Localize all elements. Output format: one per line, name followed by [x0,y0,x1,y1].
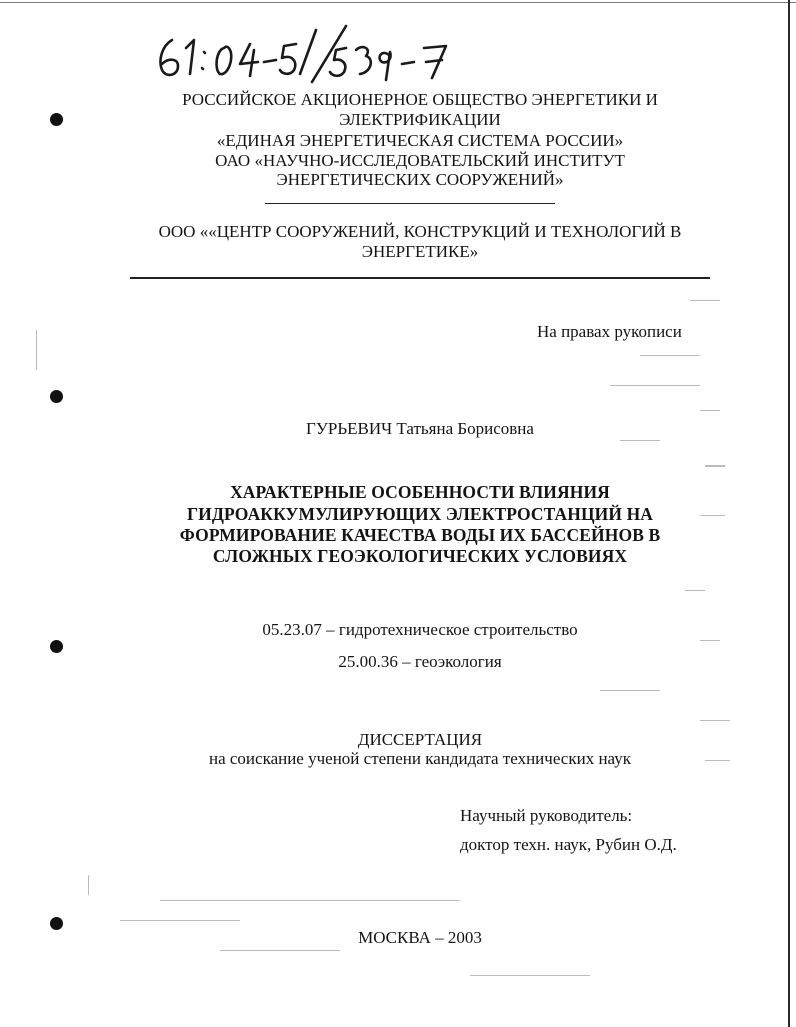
handwritten-archive-number [150,18,460,88]
binder-hole-icon [50,640,63,653]
supervisor-label: Научный руководитель: [460,806,633,825]
scan-edge-top [0,2,796,3]
specialty-1: 05.23.07 – гидротехническое строительство [262,620,578,639]
center-org-line-2: ЭНЕРГЕТИКЕ» [361,242,479,261]
title-line-1: ХАРАКТЕРНЫЕ ОСОБЕННОСТИ ВЛИЯНИЯ [230,482,610,502]
specialty-2: 25.00.36 – геоэкология [338,652,502,671]
scan-edge-right [788,0,790,1027]
org-line-1: РОССИЙСКОЕ АКЦИОНЕРНОЕ ОБЩЕСТВО ЭНЕРГЕТИКИ И [182,90,658,109]
divider-short [265,203,555,204]
title-line-3: ФОРМИРОВАНИЕ КАЧЕСТВА ВОДЫ ИХ БАССЕЙНОВ В [179,525,661,545]
city-year: МОСКВА – 2003 [358,928,482,947]
author-name: ГУРЬЕВИЧ Татьяна Борисовна [306,419,534,438]
title-line-2: ГИДРОАККУМУЛИРУЮЩИХ ЭЛЕКТРОСТАНЦИЙ НА [186,504,654,524]
binder-hole-icon [50,390,63,403]
binder-hole-icon [50,917,63,930]
center-org-line-1: ООО ««ЦЕНТР СООРУЖЕНИЙ, КОНСТРУКЦИЙ И ТЕХНОЛОГИЙ В [158,222,682,241]
supervisor-name: доктор техн. наук, Рубин О.Д. [460,835,677,854]
dissertation-subtitle: на соискание ученой степени кандидата технических наук [208,749,631,768]
title-line-4: СЛОЖНЫХ ГЕОЭКОЛОГИЧЕСКИХ УСЛОВИЯХ [212,546,628,566]
binder-hole-icon [50,113,63,126]
divider-long [130,277,710,279]
dissertation-heading: ДИССЕРТАЦИЯ [357,730,483,749]
org-line-3: «ЕДИНАЯ ЭНЕРГЕТИЧЕСКАЯ СИСТЕМА РОССИИ» [216,131,624,150]
org-line-5: ЭНЕРГЕТИЧЕСКИХ СООРУЖЕНИЙ» [276,170,564,189]
org-line-2: ЭЛЕКТРИФИКАЦИИ [339,110,501,129]
manuscript-note: На правах рукописи [537,322,682,341]
org-line-4: ОАО «НАУЧНО-ИССЛЕДОВАТЕЛЬСКИЙ ИНСТИТУТ [215,151,625,170]
